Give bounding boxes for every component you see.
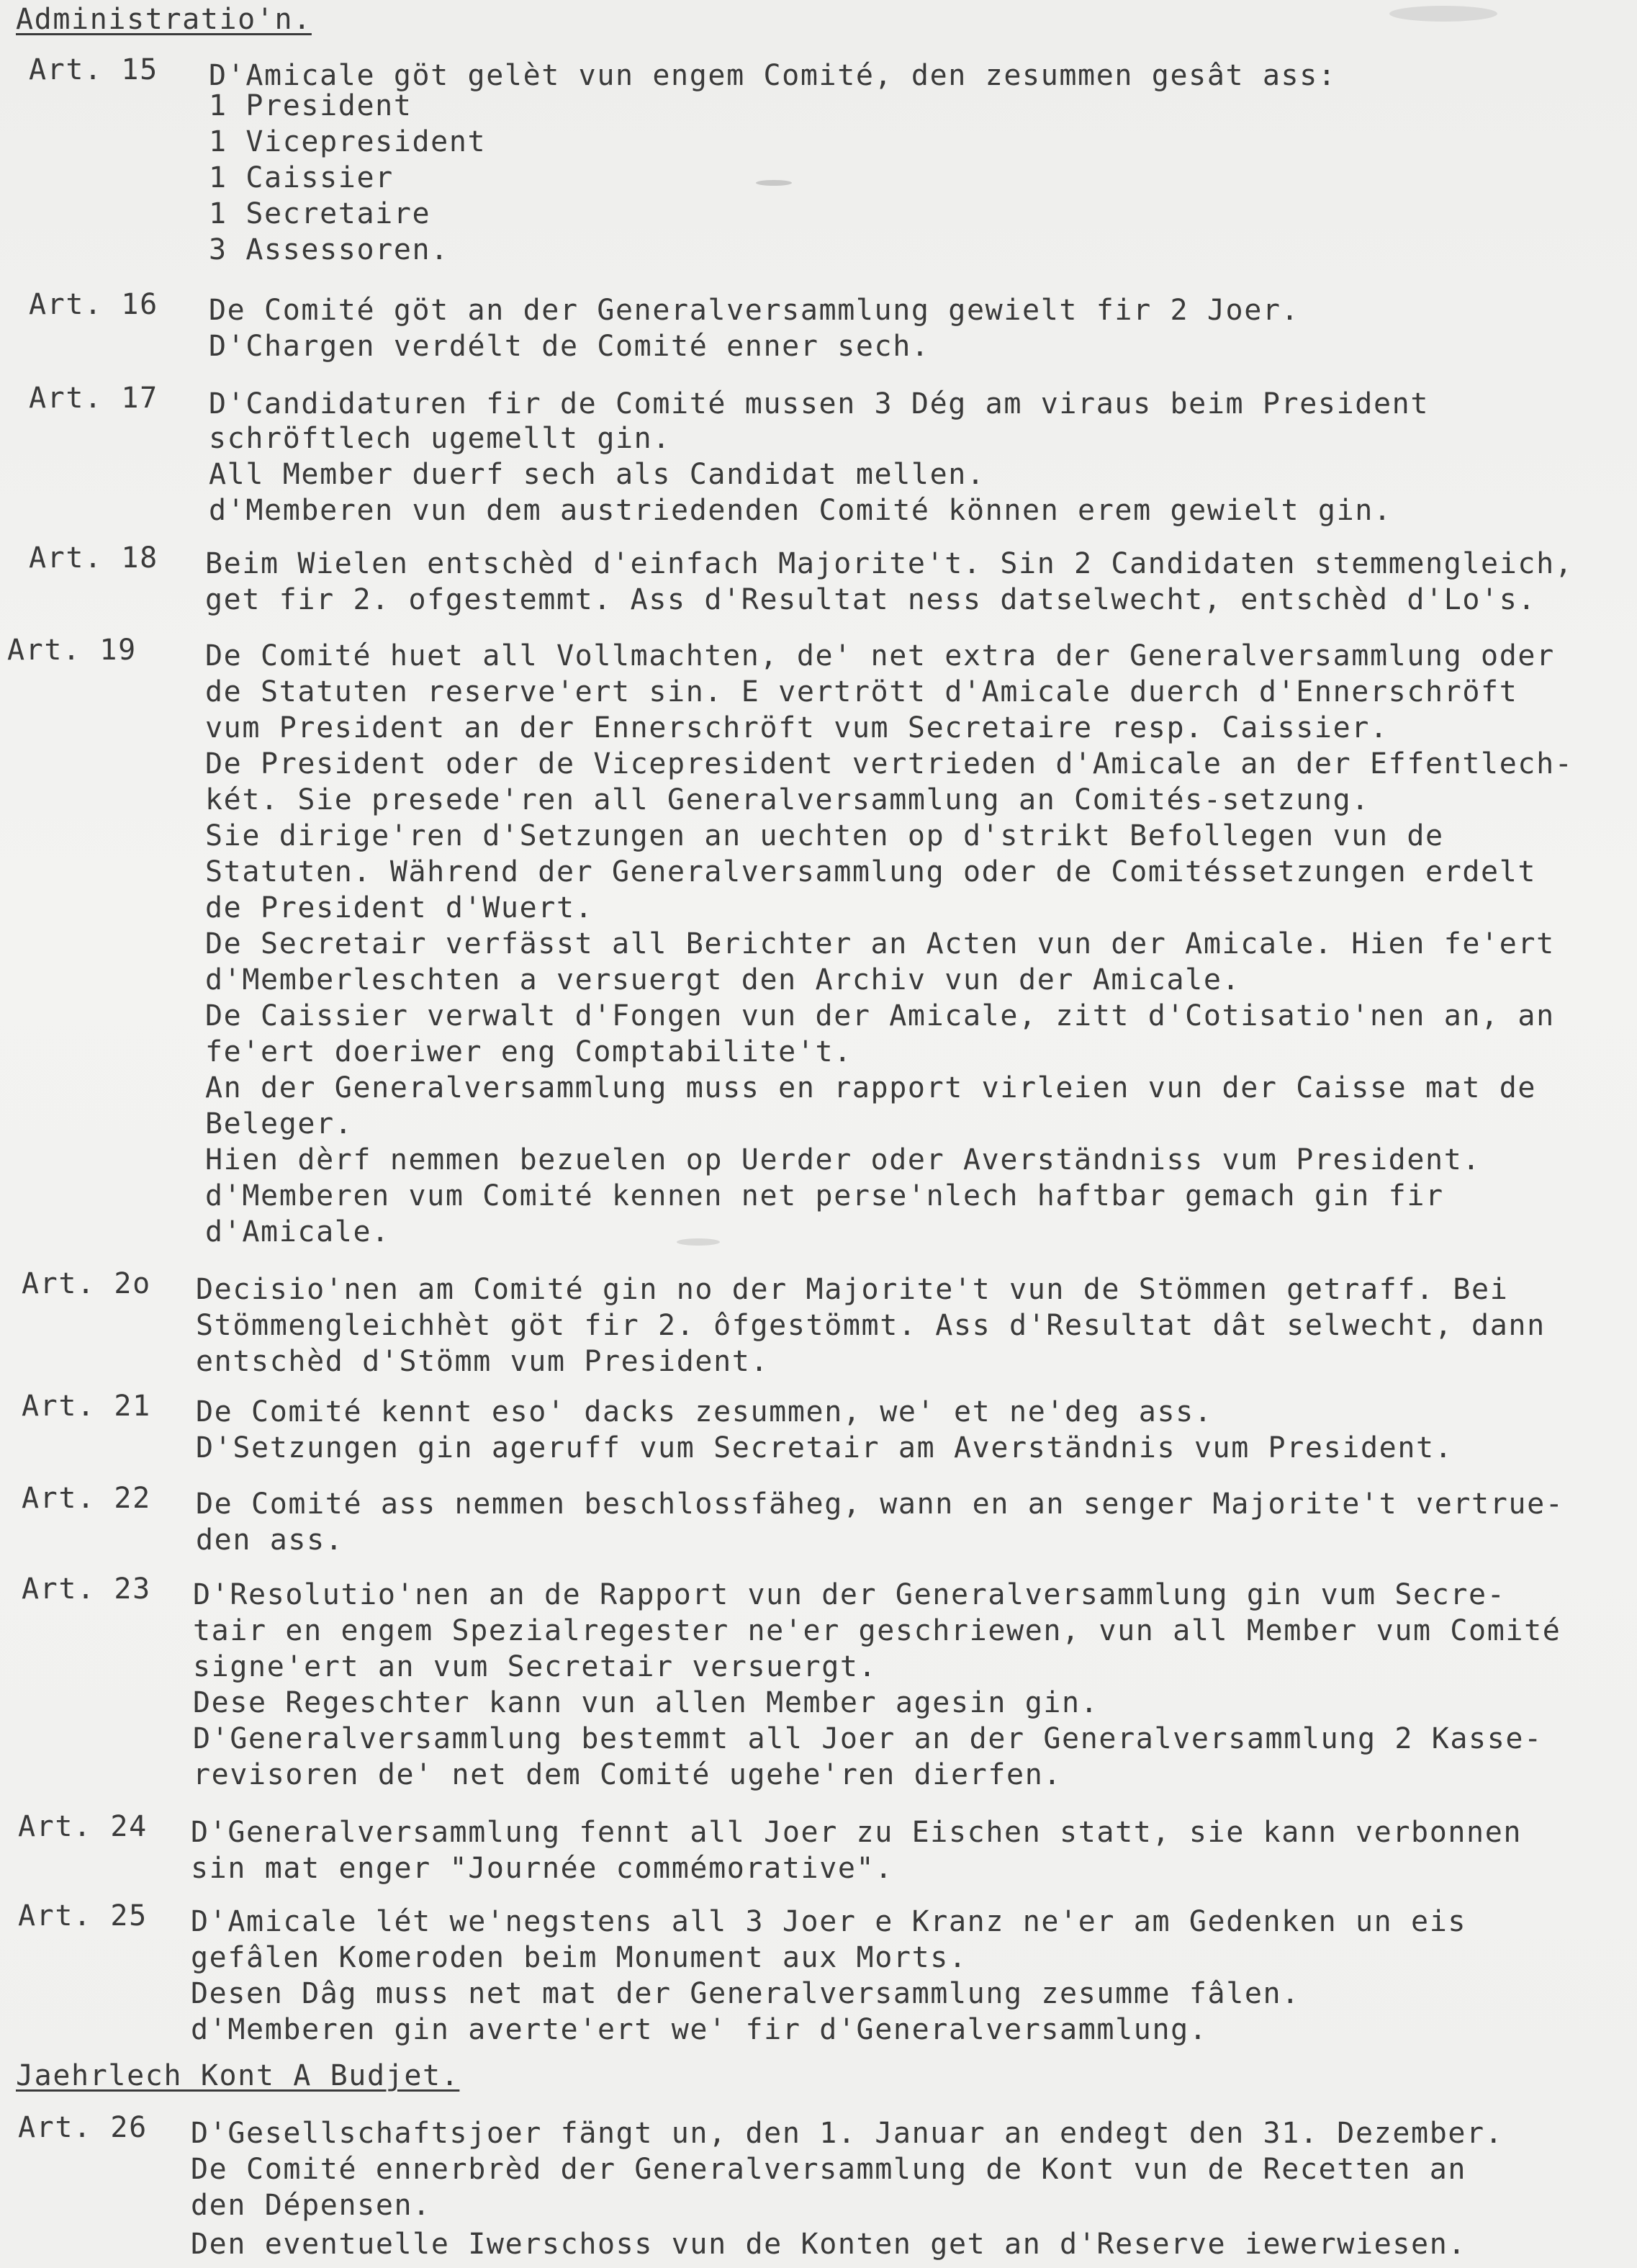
article-text-line: d'Memberen vun dem austriedenden Comité können erem gewielt gin.	[209, 494, 1392, 527]
article-text-line: 3 Assessoren.	[209, 233, 449, 266]
article-text-line: fe'ert doeriwer eng Comptabilite't.	[205, 1035, 852, 1068]
article-text-line: D'Resolutio'nen an de Rapport vun der Generalversammlung gin vum Secre-	[193, 1578, 1506, 1611]
article-text-line: Desen Dâg muss net mat der Generalversammlung zesumme fâlen.	[191, 1977, 1300, 2010]
article-text-line: De Comité göt an der Generalversammlung gewielt fir 2 Joer.	[209, 294, 1300, 327]
article-label: Art. 24	[18, 1810, 148, 1843]
article-text-line: revisoren de' net dem Comité ugehe'ren dierfen.	[193, 1758, 1063, 1791]
article-text-line: Statuten. Während der Generalversammlung oder de Comitéssetzungen erdelt	[205, 855, 1537, 888]
article-text-line: vum President an der Ennerschröft vum Secretaire resp. Caissier.	[205, 711, 1389, 744]
article-text-line: De Caissier verwalt d'Fongen vun der Amicale, zitt d'Cotisatio'nen an, an	[205, 999, 1555, 1032]
article-text-line: De Comité kennt eso' dacks zesummen, we' et ne'deg ass.	[196, 1395, 1213, 1428]
article-text-line: De Comité ass nemmen beschlossfäheg, wann en an senger Majorite't vertrue-	[196, 1488, 1564, 1521]
article-text-line: D'Chargen verdélt de Comité enner sech.	[209, 330, 930, 363]
article-text-line: Beleger.	[205, 1107, 353, 1140]
article-text-line: den Dépensen.	[191, 2189, 431, 2222]
article-text-line: D'Setzungen gin ageruff vum Secretair am Averständnis vum President.	[196, 1431, 1453, 1464]
article-text-line: d'Memberen vum Comité kennen net perse'nlech haftbar gemach gin fir	[205, 1179, 1444, 1212]
article-text-line: Beim Wielen entschèd d'einfach Majorite't. Sin 2 Candidaten stemmengleich,	[205, 547, 1574, 580]
article-text-line: d'Memberen gin averte'ert we' fir d'Generalversammlung.	[191, 2013, 1208, 2046]
scan-mark	[677, 1238, 720, 1246]
article-text-line: D'Candidaturen fir de Comité mussen 3 Dég am viraus beim President	[209, 387, 1430, 420]
article-label: Art. 2o	[22, 1267, 151, 1300]
article-text-line: De Secretair verfässt all Berichter an Acten vun der Amicale. Hien fe'ert	[205, 927, 1555, 960]
article-text-line: 1 Caissier	[209, 161, 394, 194]
article-text-line: tair en engem Spezialregester ne'er geschriewen, vun all Member vum Comité	[193, 1614, 1561, 1647]
article-text-line: Den eventuelle Iwerschoss vun de Konten get an d'Reserve iewerwiesen.	[191, 2228, 1467, 2261]
scan-mark	[1389, 6, 1497, 22]
article-text-line: get fir 2. ofgestemmt. Ass d'Resultat ness datselwecht, entschèd d'Lo's.	[205, 583, 1537, 616]
article-text-line: sin mat enger "Journée commémorative".	[191, 1852, 893, 1885]
article-text-line: de President d'Wuert.	[205, 891, 594, 924]
article-text-line: Dese Regeschter kann vun allen Member agesin gin.	[193, 1686, 1099, 1719]
article-text-line: den ass.	[196, 1524, 344, 1557]
article-label: Art. 16	[29, 288, 158, 321]
article-text-line: Hien dèrf nemmen bezuelen op Uerder oder Averständniss vum President.	[205, 1143, 1482, 1176]
article-text-line: De President oder de Vicepresident vertrieden d'Amicale an der Effentlech-	[205, 747, 1574, 780]
article-text-line: signe'ert an vum Secretair versuergt.	[193, 1650, 878, 1683]
article-text-line: gefâlen Komeroden beim Monument aux Morts.	[191, 1941, 968, 1974]
article-label: Art. 25	[18, 1899, 148, 1932]
article-text-line: D'Generalversammlung bestemmt all Joer an der Generalversammlung 2 Kasse-	[193, 1722, 1543, 1755]
article-text-line: két. Sie presede'ren all Generalversammlung an Comités-setzung.	[205, 783, 1370, 816]
article-text-line: Stömmengleichhèt göt fir 2. ôfgestömmt. Ass d'Resultat dât selwecht, dann	[196, 1309, 1546, 1342]
article-label: Art. 26	[18, 2111, 148, 2144]
article-label: Art. 22	[22, 1482, 151, 1515]
article-text-line: D'Amicale göt gelèt vun engem Comité, den zesummen gesât ass:	[209, 59, 1337, 92]
section-heading-administration: Administratio'n.	[16, 3, 312, 36]
article-text-line: de Statuten reserve'ert sin. E vertrött d'Amicale duerch d'Ennerschröft	[205, 675, 1518, 708]
article-text-line: D'Gesellschaftsjoer fängt un, den 1. Januar an endegt den 31. Dezember.	[191, 2117, 1504, 2150]
article-label: Art. 15	[29, 53, 158, 86]
scan-mark	[756, 180, 792, 186]
article-text-line: 1 Vicepresident	[209, 125, 487, 158]
article-text-line: De Comité ennerbrèd der Generalversammlung de Kont vun de Recetten an	[191, 2153, 1467, 2186]
article-text-line: D'Amicale lét we'negstens all 3 Joer e Kranz ne'er am Gedenken un eis	[191, 1905, 1467, 1938]
article-label: Art. 18	[29, 541, 158, 575]
article-text-line: Sie dirige'ren d'Setzungen an uechten op d'strikt Befollegen vun de	[205, 819, 1444, 852]
article-text-line: entschèd d'Stömm vum President.	[196, 1345, 770, 1378]
article-text-line: De Comité huet all Vollmachten, de' net extra der Generalversammlung oder	[205, 639, 1555, 672]
article-text-line: d'Memberleschten a versuergt den Archiv vun der Amicale.	[205, 963, 1241, 996]
article-label: Art. 21	[22, 1390, 151, 1423]
article-text-line: D'Generalversammlung fennt all Joer zu Eischen statt, sie kann verbonnen	[191, 1816, 1523, 1849]
article-text-line: Decisio'nen am Comité gin no der Majorite't vun de Stömmen getraff. Bei	[196, 1273, 1509, 1306]
article-text-line: An der Generalversammlung muss en rapport virleien vun der Caisse mat de	[205, 1071, 1537, 1104]
article-label: Art. 17	[29, 382, 158, 415]
article-label: Art. 19	[7, 634, 137, 667]
article-label: Art. 23	[22, 1572, 151, 1606]
article-text-line: 1 President	[209, 89, 412, 122]
article-text-line: 1 Secretaire	[209, 197, 431, 230]
article-text-line: d'Amicale.	[205, 1215, 390, 1248]
article-text-line: All Member duerf sech als Candidat mellen.	[209, 458, 986, 491]
article-text-line: schröftlech ugemellt gin.	[209, 422, 672, 455]
section-heading-budget: Jaehrlech Kont A Budjet.	[16, 2059, 460, 2092]
